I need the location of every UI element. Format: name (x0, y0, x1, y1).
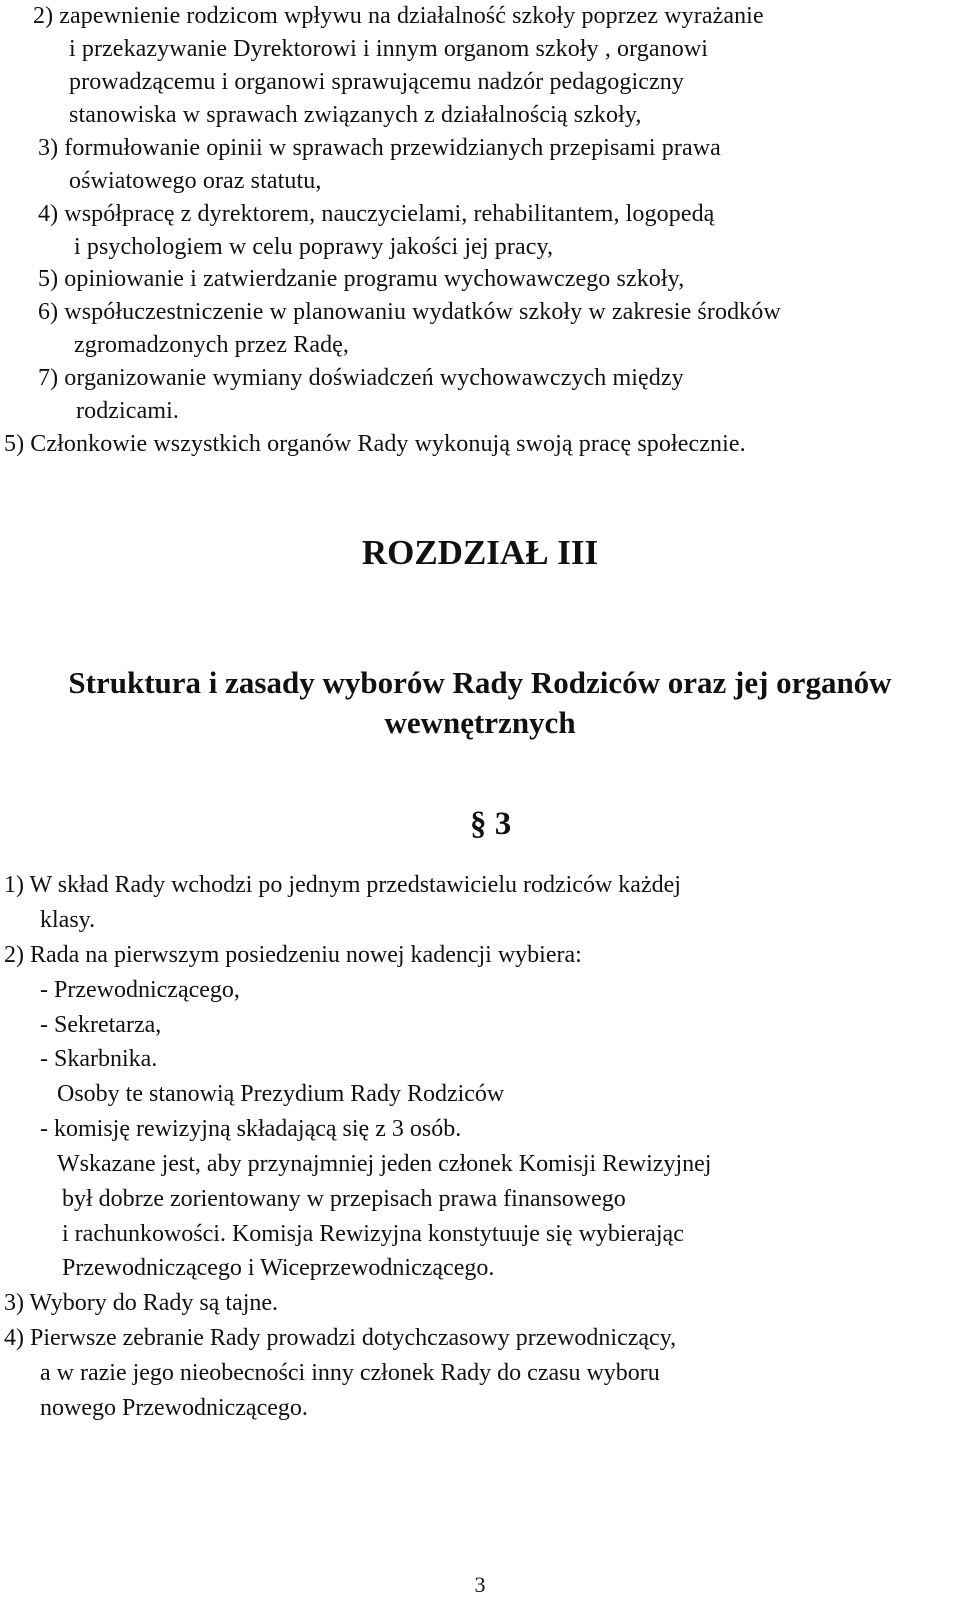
section-item-1: 1) W skład Rady wchodzi po jednym przedstawicielu rodziców każdej (4, 872, 681, 898)
chapter-title: ROZDZIAŁ III (361, 533, 599, 572)
list-item-3-cont: oświatowego oraz statutu, (69, 168, 322, 194)
section-item-2-note: Wskazane jest, aby przynajmniej jeden członek Komisji Rewizyjnej (57, 1151, 712, 1177)
section-item-4: 4) Pierwsze zebranie Rady prowadzi dotychczasowy przewodniczący, (4, 1325, 677, 1351)
list-item-7-cont: rodzicami. (76, 398, 179, 424)
list-item-2-cont: i przekazywanie Dyrektorowi i innym organom szkoły , organowi (69, 36, 709, 62)
list-item-2-cont: prowadzącemu i organowi sprawującemu nadzór pedagogiczny (69, 69, 684, 95)
list-item-3: 3) formułowanie opinii w sprawach przewidzianych przepisami prawa (38, 135, 721, 161)
list-item-2: 2) zapewnienie rodzicom wpływu na działalność szkoły poprzez wyrażanie (33, 3, 764, 29)
list-item-5: 5) opiniowanie i zatwierdzanie programu wychowawczego szkoły, (38, 266, 685, 292)
page-number: 3 (474, 1572, 486, 1597)
section-item-2-sub: - Przewodniczącego, (40, 977, 240, 1003)
section-item-1-cont: klasy. (40, 907, 96, 933)
section-item-3: 3) Wybory do Rady są tajne. (4, 1290, 279, 1316)
section-item-2-note: Przewodniczącego i Wiceprzewodniczącego. (62, 1255, 495, 1281)
section-item-2-sub: - komisję rewizyjną składającą się z 3 osób. (40, 1116, 462, 1142)
section-item-2-note: był dobrze zorientowany w przepisach prawa finansowego (62, 1186, 626, 1212)
list-item-6-cont: zgromadzonych przez Radę, (74, 332, 350, 358)
section-item-2-sub: - Sekretarza, (40, 1012, 162, 1038)
section-item-4-cont: a w razie jego nieobecności inny członek Rady do czasu wyboru (40, 1360, 660, 1386)
list-item-2-cont: stanowiska w sprawach związanych z działalnością szkoły, (69, 102, 642, 128)
section-item-4-cont: nowego Przewodniczącego. (40, 1395, 308, 1421)
section-heading-line-1: Struktura i zasady wyborów Rady Rodziców oraz jej organów (68, 665, 892, 700)
section-item-2-note: i rachunkowości. Komisja Rewizyjna konstytuuje się wybierając (62, 1221, 684, 1247)
section-item-2-sub: - Skarbnika. (40, 1046, 158, 1072)
list-item-6: 6) współuczestniczenie w planowaniu wydatków szkoły w zakresie środków (38, 299, 781, 325)
section-heading-line-2: wewnętrznych (384, 705, 576, 740)
list-item-4: 4) współpracę z dyrektorem, nauczycielami, rehabilitantem, logopedą (38, 201, 715, 227)
section-symbol: § 3 (470, 806, 512, 842)
section-item-2-note: Osoby te stanowią Prezydium Rady Rodziców (57, 1081, 505, 1107)
list-item-4-cont: i psychologiem w celu poprawy jakości jej pracy, (74, 234, 554, 260)
section-item-2: 2) Rada na pierwszym posiedzeniu nowej kadencji wybiera: (4, 942, 582, 968)
list-item-7: 7) organizowanie wymiany doświadczeń wychowawczych między (38, 365, 684, 391)
paragraph-5: 5) Członkowie wszystkich organów Rady wykonują swoją pracę społecznie. (4, 431, 746, 457)
